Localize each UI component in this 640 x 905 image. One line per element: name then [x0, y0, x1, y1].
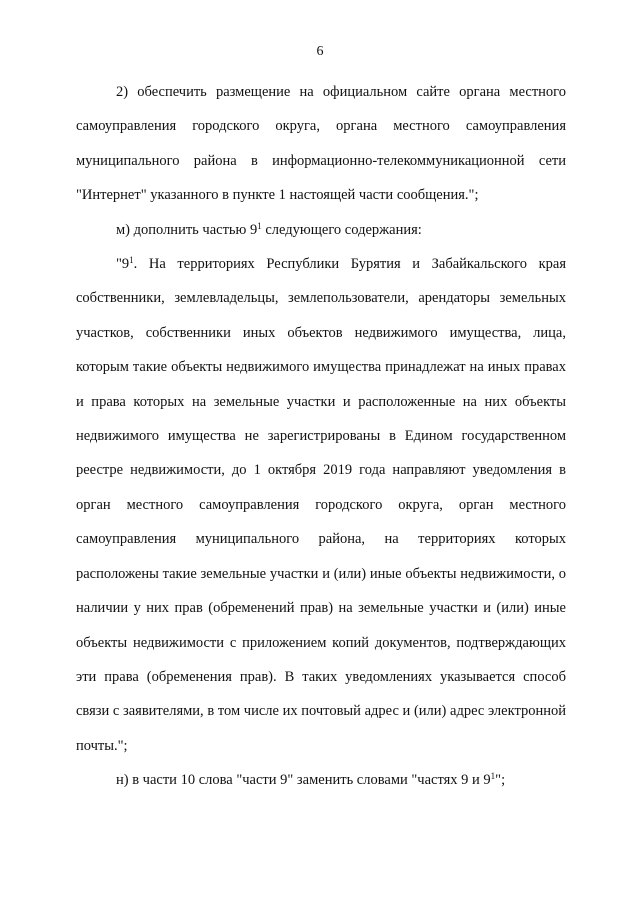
paragraph-part-9-1 [76, 247, 566, 763]
document-body [76, 75, 566, 798]
paragraph-item-2 [76, 75, 566, 213]
paragraph-text: "9 [116, 256, 130, 273]
paragraph-text: . На территориях Республики Бурятия и Забайкальского края собственники, землевладельцы, землепользователи, арендаторы земельных участков, собственники иных объектов недвижимого имущества, лица, которым такие объекты недвижимого имущества принадлежат на иных правах и права которых на земельные участки и расположенные на них объекты недвижимого имущества не зарегистрированы в Едином государственном реестре недвижимости, до 1 октября 2019 года направляют уведомления в орган местного самоуправления городского округа, орган местного самоуправления муниципального района, на территориях которых расположены такие земельные участки и (или) иные объекты недвижимости, о наличии у них прав (обременений прав) на земельные участки и (или) иные объекты недвижимости с приложением копий документов, подтверждающих эти права (обременения прав). В таких уведомлениях указывается способ связи с заявителями, в том числе их почтовый адрес и (или) адрес электронной почты."; [76, 256, 566, 754]
page-number: 6 [316, 44, 324, 59]
paragraph-text: м) дополнить частью 9 [116, 221, 258, 238]
paragraph-text: 2) обеспечить размещение на официальном сайте органа местного самоуправления городского округа, органа местного самоуправления муниципального района в информационно-телекоммуникационной сети "Интернет" указанного в пункте 1 настоящей части сообщения."; [76, 84, 566, 204]
paragraph-text: следующего содержания: [261, 221, 422, 238]
paragraph-text: н) в части 10 слова "части 9" заменить словами "частях 9 и 9 [116, 772, 491, 789]
paragraph-item-n [76, 763, 566, 797]
paragraph-item-m [76, 213, 566, 247]
superscript: 1 [257, 220, 262, 231]
superscript: 1 [129, 255, 134, 266]
superscript: 1 [490, 771, 496, 782]
paragraph-text: "; [495, 772, 506, 789]
